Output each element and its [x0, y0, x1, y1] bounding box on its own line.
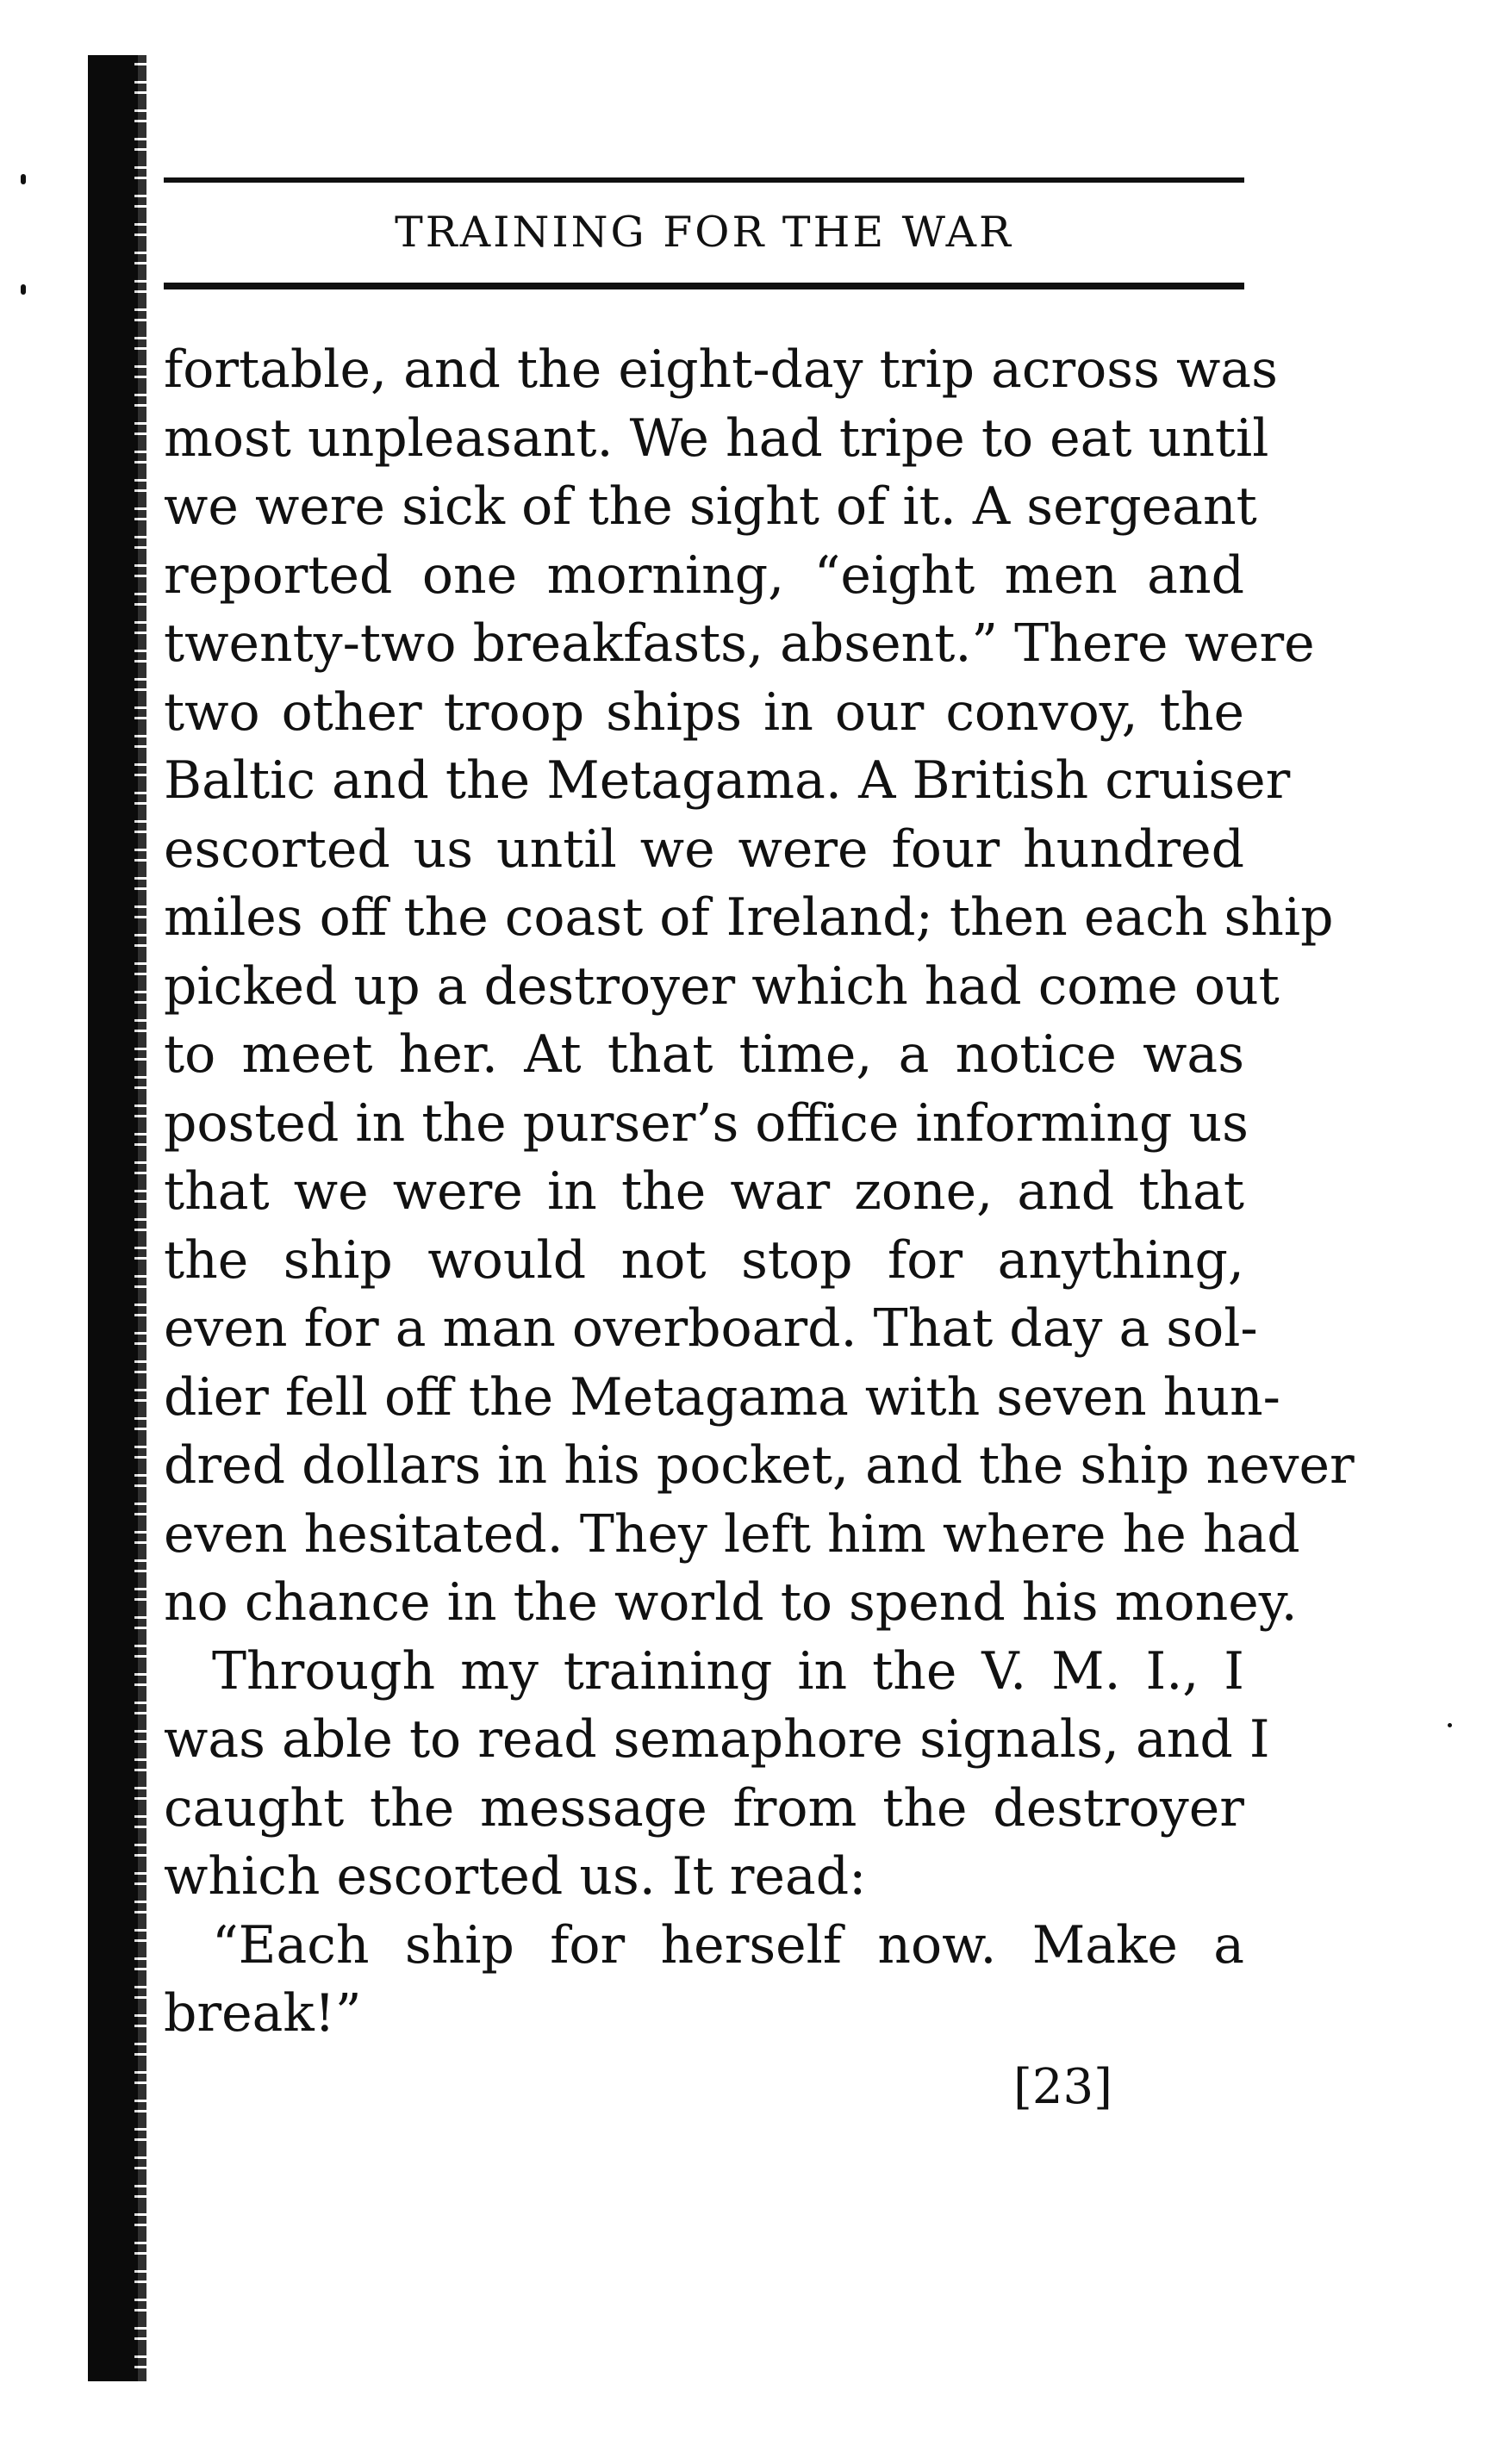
text-line: Through my training in the V. M. I., I [212, 1640, 1244, 1702]
scan-speck [21, 284, 26, 295]
page-number: [23] [1013, 2059, 1112, 2115]
text-line: which escorted us. It read: [164, 1846, 867, 1907]
text-line: even hesitated. They left him where he had [164, 1503, 1300, 1565]
text-line: was able to read semaphore signals, and I [164, 1709, 1270, 1770]
text-line: fortable, and the eight-day trip across was [164, 339, 1278, 400]
header-rule-bottom [164, 283, 1244, 289]
text-line: to meet her. At that time, a notice was [164, 1024, 1244, 1085]
text-line: Baltic and the Metagama. A British cruiser [164, 750, 1291, 811]
text-line: most unpleasant. We had tripe to eat until [164, 408, 1269, 469]
scan-speck [21, 174, 26, 184]
text-line: break!” [164, 1983, 362, 2044]
text-line: caught the message from the destroyer [164, 1777, 1244, 1839]
text-line: twenty-two breakfasts, absent.” There were [164, 613, 1315, 674]
text-line: escorted us until we were four hundred [164, 818, 1244, 880]
text-line: reported one morning, “eight men and [164, 544, 1244, 606]
text-line: the ship would not stop for anything, [164, 1229, 1244, 1291]
text-line: we were sick of the sight of it. A sergeant [164, 476, 1257, 537]
text-line: posted in the purser’s office informing us [164, 1092, 1249, 1154]
text-line: dred dollars in his pocket, and the ship never [164, 1435, 1355, 1496]
running-head: TRAINING FOR THE WAR [395, 208, 1013, 257]
binding-shadow [88, 55, 138, 2381]
body-text [164, 336, 1355, 2049]
scan-speck [1448, 1723, 1452, 1727]
text-line: that we were in the war zone, and that [164, 1161, 1244, 1222]
header-rule-top [164, 177, 1244, 183]
text-line: miles off the coast of Ireland; then each ship [164, 887, 1334, 948]
text-line: picked up a destroyer which had come out [164, 955, 1280, 1017]
text-line: no chance in the world to spend his money. [164, 1572, 1298, 1633]
text-line: even for a man overboard. That day a sol- [164, 1298, 1258, 1359]
text-line: “Each ship for herself now. Make a [212, 1914, 1244, 1976]
binding-edge [134, 55, 146, 2381]
text-line: two other troop ships in our convoy, the [164, 681, 1244, 743]
text-line: dier fell off the Metagama with seven hun- [164, 1366, 1280, 1428]
